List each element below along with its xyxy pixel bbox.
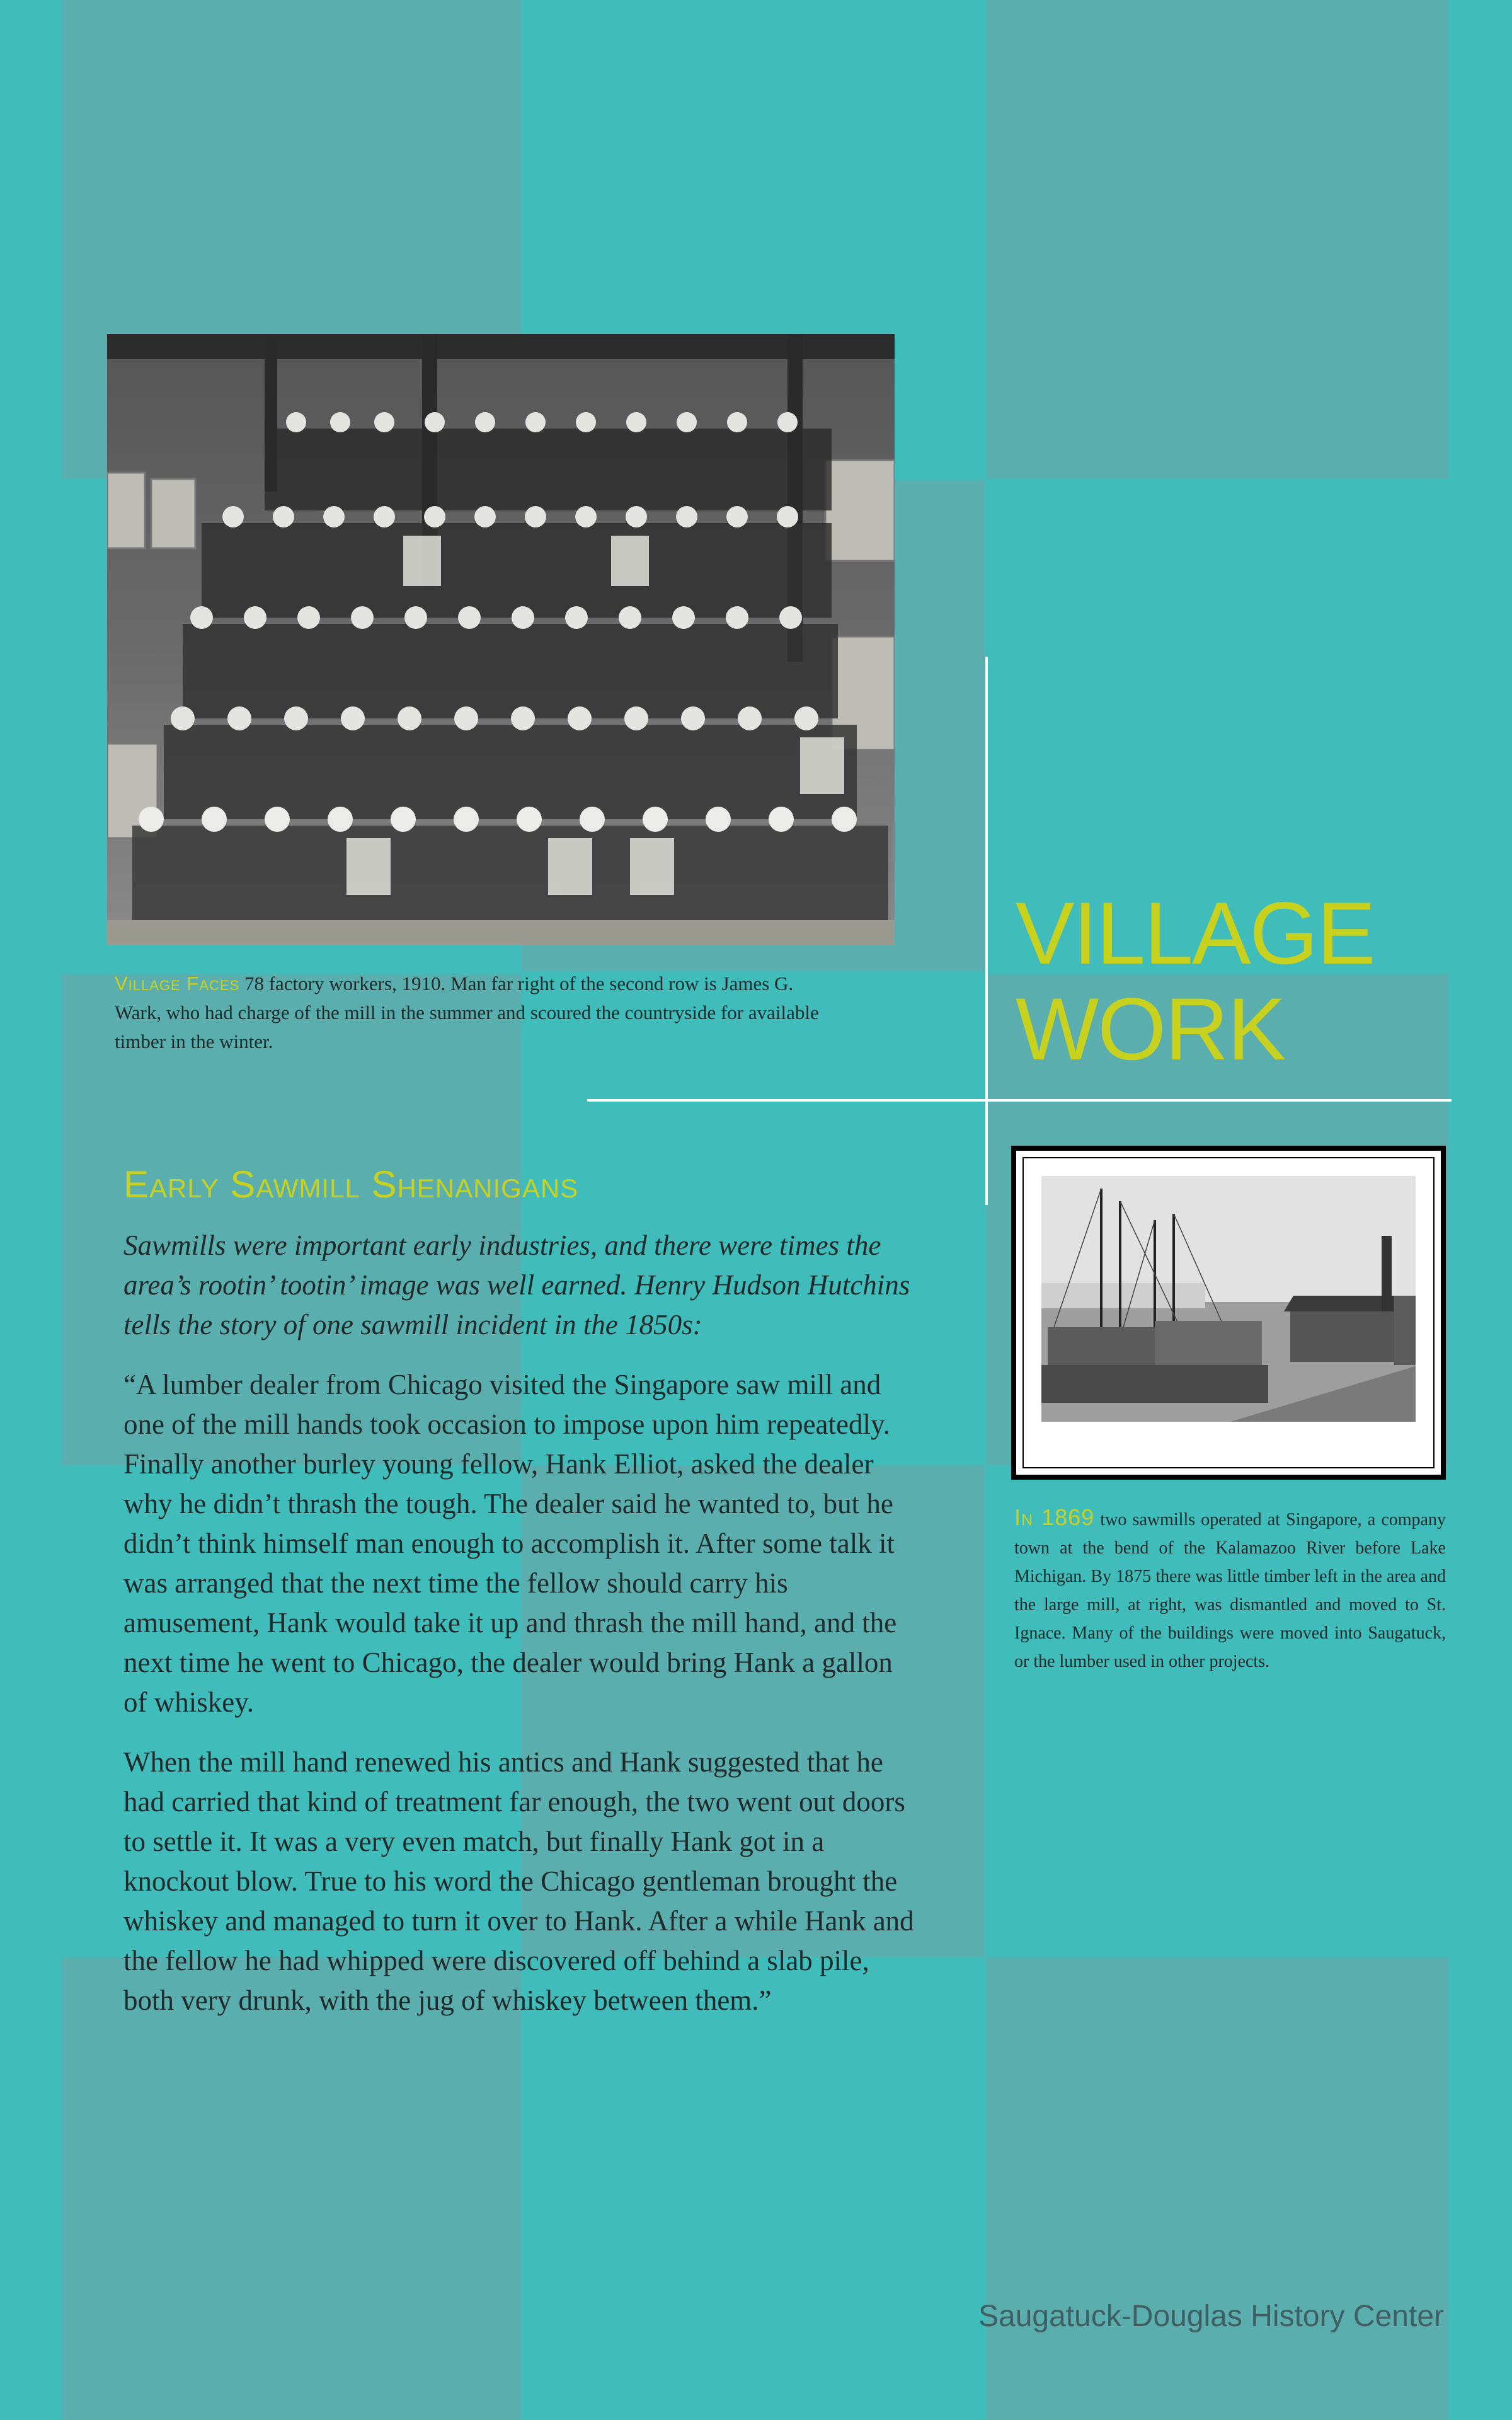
sawmill-photo-frame	[1011, 1146, 1446, 1480]
sawmill-caption	[1014, 1503, 1446, 1676]
divider-horizontal	[587, 1099, 1452, 1102]
article-intro: Sawmills were important early industries, and there were times the area’s rootin’ tootin’ image was well earned. Henry Hudson Hutchins tells the story of one sawmill incident in the 1850s:	[123, 1230, 910, 1340]
article-body-2	[123, 1743, 917, 2020]
caption-text: 78 factory workers, 1910. Man far right of the second row is James G. Wark, who had charge of the mill in the summer and scoured the countryside for available timber in the winter.	[115, 972, 819, 1052]
sawmill-illustration	[1041, 1176, 1416, 1422]
bg-panel	[986, 0, 1449, 479]
divider-vertical	[985, 657, 988, 1205]
factory-workers-caption	[115, 969, 839, 1056]
factory-workers-photo	[107, 334, 895, 945]
article-body	[123, 1365, 917, 1722]
article-paragraph-1: “A lumber dealer from Chicago visited the Singapore saw mill and one of the mill hands took occasion to impose upon him repeatedly. Finally another burley young fellow, Hank Elliot, asked the dealer why he didn’t thrash the tough. The dealer said he wanted to, but he didn’t think himself man enough to accomplish it. After some talk it was arranged that the next time the fellow should carry his amusement, Hank would take it up and thrash the mill hand, and the next time he went to Chicago, the dealer would bring Hank a gallon of whiskey.	[123, 1369, 897, 1718]
title-line-2: WORK	[1016, 979, 1285, 1078]
title-line-1: VILLAGE	[1016, 884, 1375, 982]
caption-text: two sawmills operated at Singapore, a company town at the bend of the Kalamazoo River before Lake Michigan. By 1875 there was little timber left in the area and the large mill, at right, was dismantled and moved to St. Ignace. Many of the buildings were moved into Saugatuck, or the lumber used in other projects.	[1014, 1510, 1446, 1671]
page-title	[1016, 885, 1375, 1077]
caption-lead: Village Faces	[115, 972, 240, 994]
caption-lead: In 1869	[1014, 1504, 1095, 1530]
bg-panel	[986, 1957, 1449, 2420]
article-paragraph-2: When the mill hand renewed his antics and Hank suggested that he had carried that kind of treatment far enough, the two went out doors to settle it. It was a very even match, but finally Hank got in a knockout blow. True to his word the Chicago gentleman brought the whiskey and managed to turn it over to Hank. After a while Hank and the fellow he had whipped were discovered off behind a slab pile, both very drunk, with the jug of whiskey between them.”	[123, 1746, 914, 2016]
footer-credit: Saugatuck-Douglas History Center	[978, 2300, 1444, 2333]
article-heading: Early Sawmill Shenanigans	[123, 1163, 579, 1206]
row-1	[265, 429, 832, 510]
bg-panel	[62, 1957, 522, 2420]
sawmill-photo	[1041, 1176, 1416, 1449]
factory-workers-illustration	[107, 334, 895, 945]
